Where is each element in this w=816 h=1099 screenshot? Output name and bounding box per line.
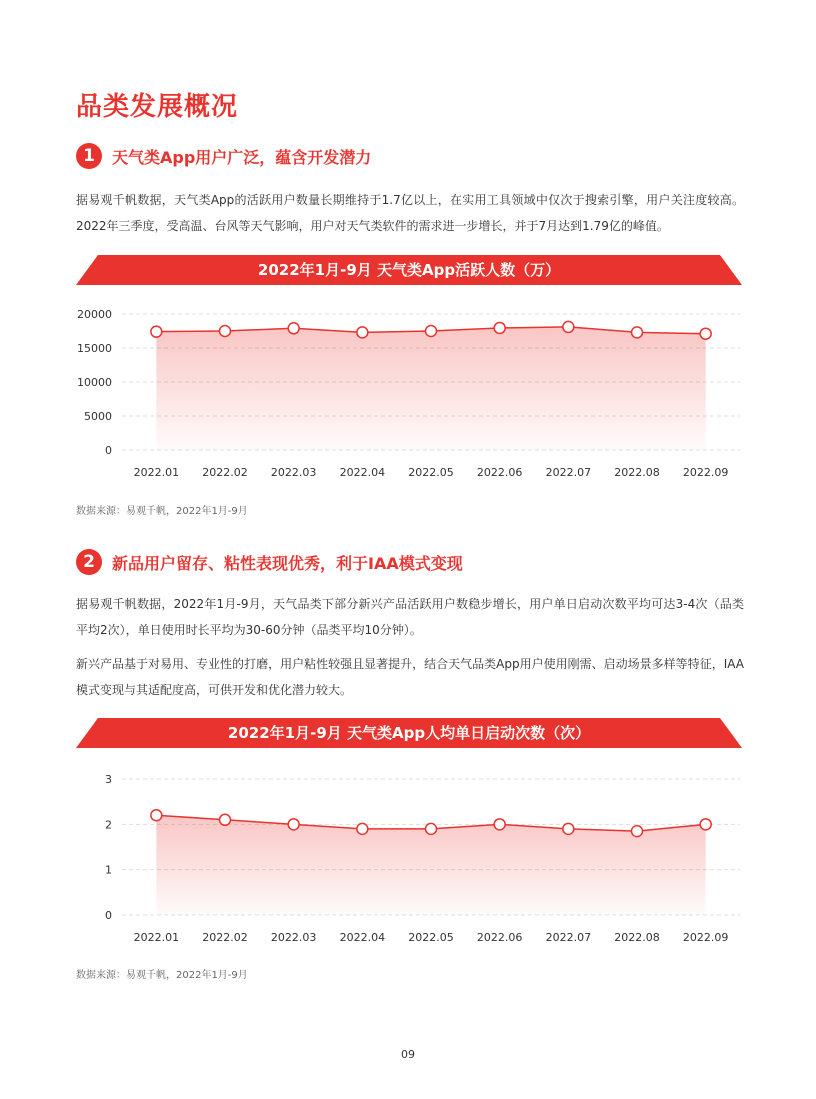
- chart-2-x-tick-label: 2022.02: [202, 931, 248, 944]
- chart-2-x-tick-label: 2022.03: [270, 931, 317, 944]
- chart-2-data-point: [357, 823, 368, 834]
- chart-1-data-point: [494, 322, 505, 333]
- chart-2-x-tick-label: 2022.04: [339, 931, 386, 944]
- chart-2-x-tick-label: 2022.01: [133, 931, 180, 944]
- chart-1-title: 2022年1月-9月 天气类App活跃人数（万）: [257, 261, 561, 279]
- chart-1-x-tick-label: 2022.05: [408, 466, 454, 479]
- chart-1-y-tick-label: 10000: [77, 376, 112, 389]
- chart-1-x-tick-label: 2022.02: [202, 466, 248, 479]
- chart-2-source: 数据来源：易观千帆，2022年1月-9月: [76, 970, 248, 981]
- chart-2-y-tick-label: 0: [105, 909, 112, 922]
- chart-2-banner: [76, 718, 742, 748]
- chart-1-x-tick-label: 2022.04: [339, 466, 386, 479]
- chart-1-area: [156, 327, 705, 450]
- chart-1-x-tick-label: 2022.08: [614, 466, 660, 479]
- chart-2-y-tick-label: 1: [105, 863, 112, 877]
- chart-1-x-tick-label: 2022.07: [545, 466, 592, 479]
- chart-2-data-point: [220, 814, 231, 825]
- chart-2-title: 2022年1月-9月 天气类App人均单日启动次数（次）: [227, 724, 591, 742]
- page-title: 品类发展概况: [76, 92, 239, 122]
- chart-2-x-tick-label: 2022.09: [682, 931, 729, 944]
- section-2-paragraph-1: 据易观千帆数据，2022年1月-9月，天气品类下部分新兴产品活跃用户数稳步增长，用户单日启动次数平均可达3-4次（品类平均2次），单日使用时长平均为30-60分钟（品类平均10分钟）。: [76, 597, 744, 637]
- chart-1-x-tick-label: 2022.06: [476, 466, 523, 479]
- page-number: 09: [401, 1048, 415, 1061]
- chart-1-data-point: [700, 328, 711, 339]
- section-1-title: 天气类App用户广泛，蕴含开发潜力: [112, 147, 372, 167]
- chart-2-data-point: [426, 823, 437, 834]
- chart-1-data-point: [220, 326, 231, 337]
- chart-1-data-point: [357, 327, 368, 338]
- chart-2-data-point: [288, 819, 299, 830]
- chart-2-x-tick-label: 2022.06: [476, 931, 523, 944]
- chart-2-y-tick-label: 2: [105, 818, 112, 832]
- chart-1-banner: [76, 255, 742, 285]
- section-2-paragraph-2: 新兴产品基于对易用、专业性的打磨，用户粘性较强且显著提升，结合天气品类App用户使用刚需、启动场景多样等特征，IAA模式变现与其适配度高，可供开发和优化潜力较大。: [76, 657, 744, 697]
- section-1-heading: [76, 143, 371, 169]
- chart-2-data-point: [494, 819, 505, 830]
- chart-1-data-point: [288, 323, 299, 334]
- section-2-number: 2: [76, 549, 102, 575]
- chart-1-source: 数据来源：易观千帆，2022年1月-9月: [76, 506, 248, 517]
- chart-1-x-tick-label: 2022.09: [682, 466, 729, 479]
- chart-1-y-tick-label: 0: [105, 444, 112, 457]
- chart-1-y-tick-label: 5000: [84, 410, 112, 423]
- chart-1-data-point: [632, 327, 643, 338]
- chart-2-x-tick-label: 2022.05: [408, 931, 454, 944]
- chart-2-data-point: [151, 810, 162, 821]
- section-1-paragraph: 据易观千帆数据，天气类App的活跃用户数量长期维持于1.7亿以上，在实用工具领域中仅次于搜索引擎，用户关注度较高。2022年三季度，受高温、台风等天气影响，用户对天气类软件的需求进一步增长，并于7月达到1.79亿的峰值。: [76, 193, 744, 233]
- chart-2-y-tick-label: 3: [105, 773, 112, 786]
- chart-1-y-tick-label: 20000: [77, 308, 112, 321]
- chart-1-x-tick-label: 2022.01: [133, 466, 180, 479]
- section-2-title: 新品用户留存、粘性表现优秀，利于IAA模式变现: [112, 553, 463, 573]
- section-1-number: 1: [76, 143, 102, 169]
- chart-1-data-point: [151, 326, 162, 337]
- chart-1: [60, 300, 750, 490]
- chart-2-x-tick-label: 2022.07: [545, 931, 592, 944]
- chart-1-data-point: [426, 326, 437, 337]
- chart-2-data-point: [563, 823, 574, 834]
- chart-1-data-point: [563, 321, 574, 332]
- chart-2-data-point: [632, 826, 643, 837]
- section-2-heading: [76, 549, 463, 575]
- chart-2-x-tick-label: 2022.08: [614, 931, 660, 944]
- chart-2: [60, 765, 750, 955]
- chart-1-x-tick-label: 2022.03: [270, 466, 317, 479]
- chart-1-y-tick-label: 15000: [77, 342, 112, 355]
- chart-2-data-point: [700, 819, 711, 830]
